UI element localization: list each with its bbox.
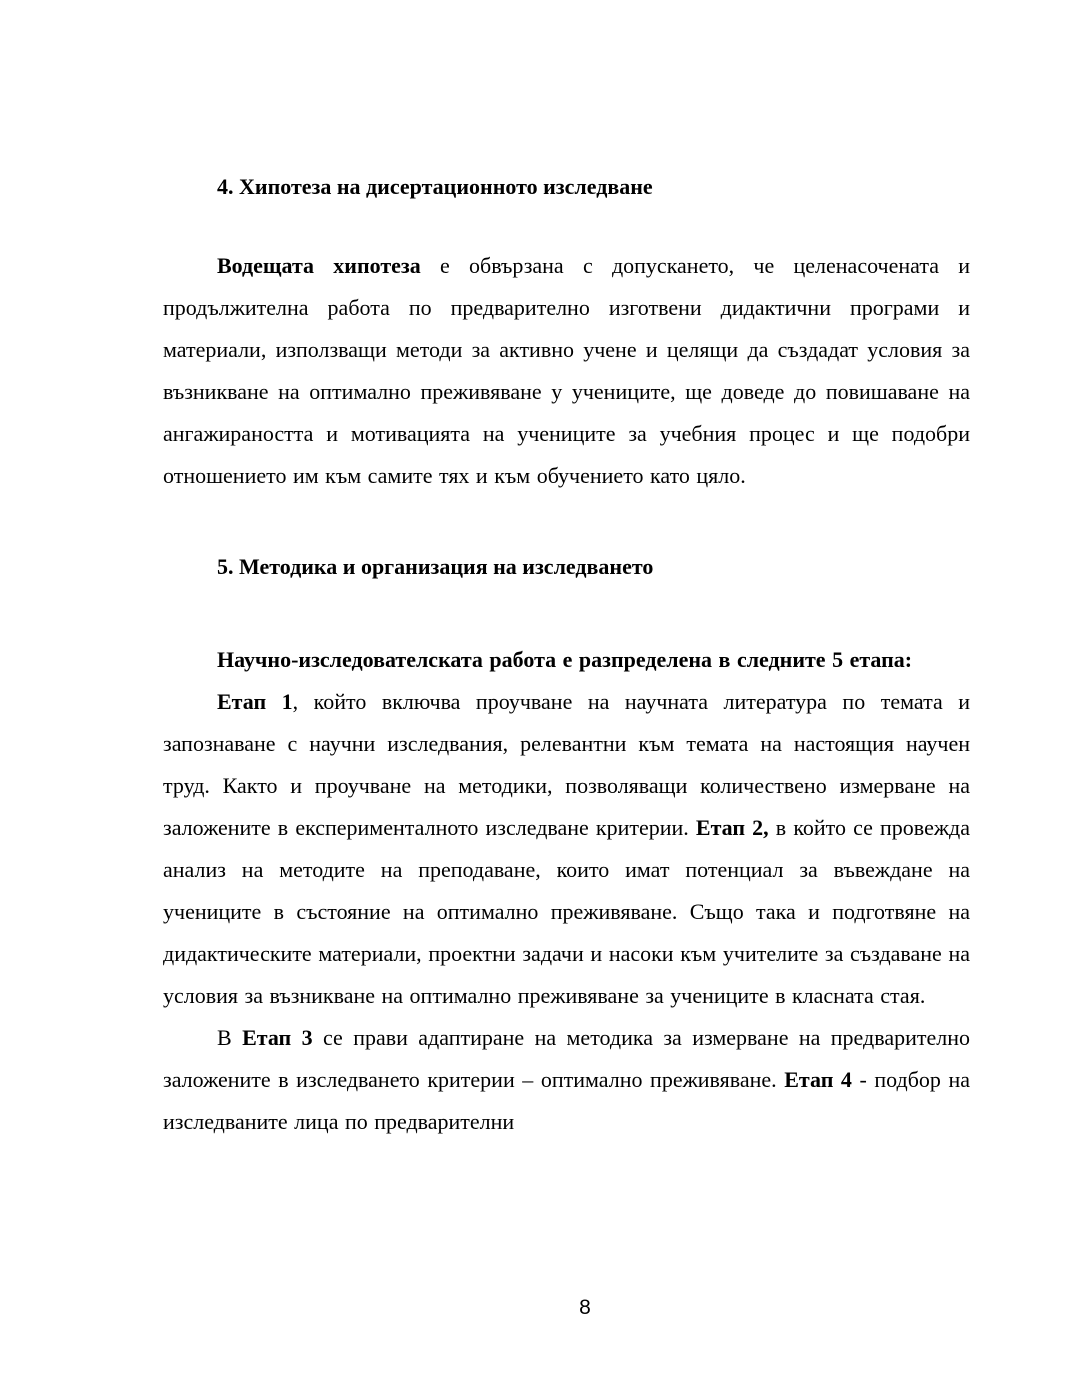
text-run: Етап 4 xyxy=(784,1067,852,1092)
text-run: Научно-изследователската работа е разпределена в следните 5 етапа: xyxy=(217,647,913,672)
section-heading xyxy=(163,165,970,209)
body-paragraph xyxy=(163,681,970,1017)
text-run: , който включва проучване на научната литература по темата и запознаване с научни изследвания, релевантни към темата на настоящия научен труд. Както и проучване на методики, позволяващи количествено измерване на заложените в експерименталното изследване критерии. xyxy=(163,689,970,840)
text-run: Етап 2, xyxy=(695,815,769,840)
page-number: 8 xyxy=(579,1296,591,1319)
text-run: е обвързана с допускането, че целенасочената и продължителна работа по предварително изготвени дидактични програми и материали, използващи методи за активно учене и целящи да създадат условия за възникване на оптимално преживяване у учениците, ще доведе до повишаване на ангажираността и мотивацията на учениците за учебния процес и ще подобри отношението им към самите тях и към обучението като цяло. xyxy=(163,253,970,488)
text-run: Етап 1 xyxy=(217,689,293,714)
body-paragraph xyxy=(163,1017,970,1143)
text-run: 4. Хипотеза на дисертационното изследване xyxy=(217,174,653,199)
body-paragraph xyxy=(163,245,970,497)
text-run: Водещата хипотеза xyxy=(217,253,421,278)
text-run: - подбор на изследваните лица по предварителни xyxy=(163,1067,971,1134)
text-run: Етап 3 xyxy=(242,1025,313,1050)
section-heading xyxy=(163,545,970,589)
text-run: В xyxy=(217,1025,243,1050)
body-paragraph xyxy=(163,639,970,681)
text-run: се прави адаптиране на методика за измерване на предварително заложените в изследването критерии – оптимално преживяване. xyxy=(163,1025,970,1092)
text-run: 5. Методика и организация на изследването xyxy=(217,554,654,579)
text-run: в който се провежда анализ на методите на преподаване, които имат потенциал за въвеждане на учениците в състояние на оптимално преживяване. Също така и подготвяне на дидактическите материали, проектни задачи и насоки към учителите за създаване на условия за възникване на оптимално преживяване за учениците в класната стая. xyxy=(163,815,970,1008)
